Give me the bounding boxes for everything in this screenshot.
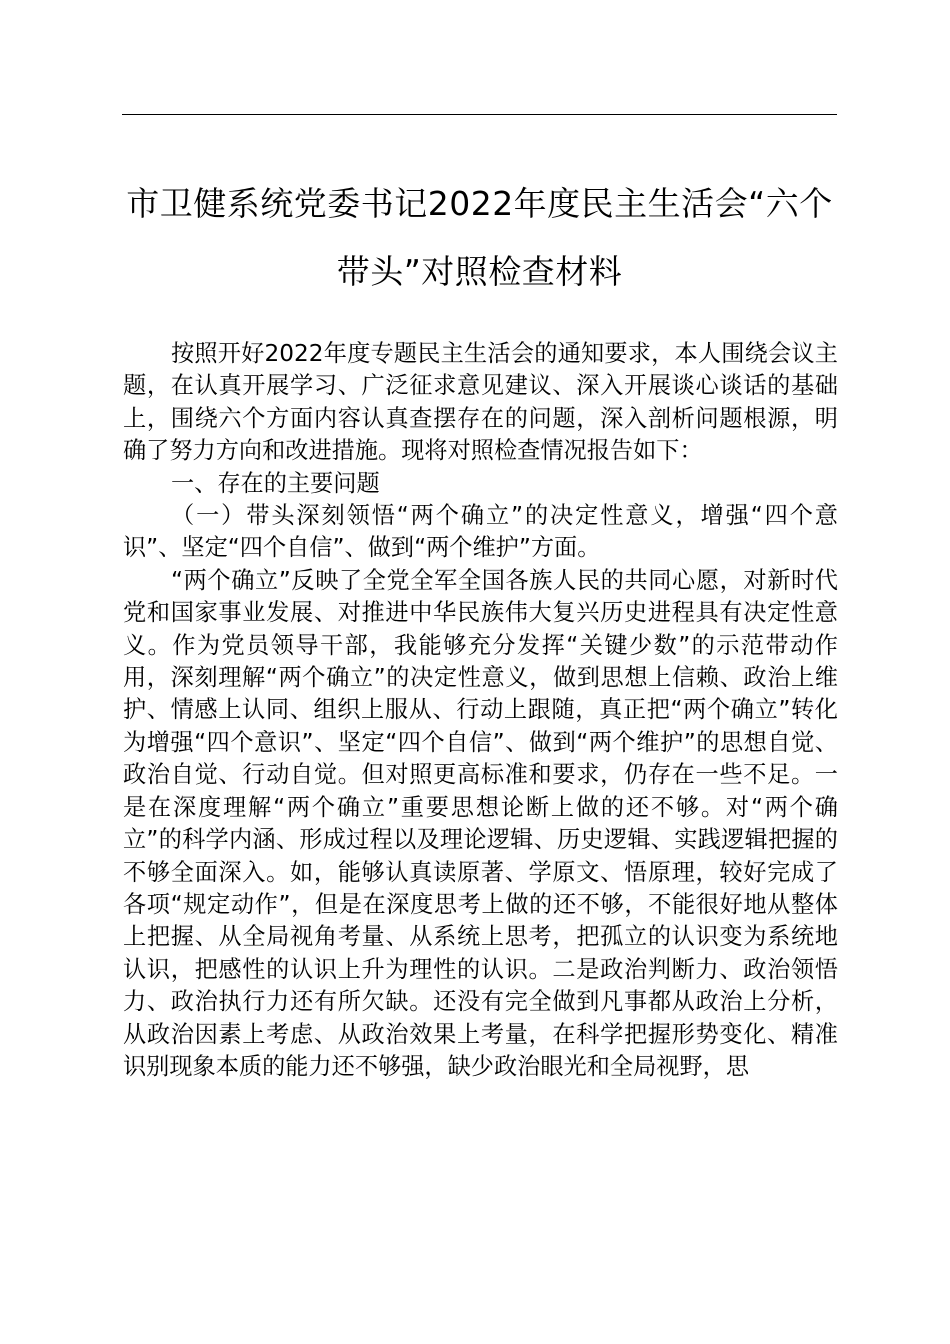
- subsection-heading: （一）带头深刻领悟“两个确立”的决定性意义，增强“四个意识”、坚定“四个自信”、做到“两个维护”方面。: [123, 502, 838, 562]
- section-heading: 一、存在的主要问题: [171, 469, 380, 497]
- intro-paragraph: 按照开好2022年度专题民主生活会的通知要求，本人围绕会议主题，在认真开展学习、广泛征求意见建议、深入开展谈心谈话的基础上，围绕六个方面内容认真查摆存在的问题，深入剖析问题根源，明确了努力方向和改进措施。现将对照检查情况报告如下：: [123, 340, 838, 465]
- document-body: [123, 338, 838, 1083]
- document-title: 市卫健系统党委书记2022年度民主生活会“六个带头”对照检查材料: [126, 184, 833, 291]
- header-rule: [122, 114, 837, 115]
- body-paragraph: “两个确立”反映了全党全军全国各族人民的共同心愿，对新时代党和国家事业发展、对推进中华民族伟大复兴历史进程具有决定性意义。作为党员领导干部，我能够充分发挥“关键少数”的示范带动作用，深刻理解“两个确立”的决定性意义，做到思想上信赖、政治上维护、情感上认同、组织上服从、行动上跟随，真正把“两个确立”转化为增强“四个意识”、坚定“四个自信”、做到“两个维护”的思想自觉、政治自觉、行动自觉。但对照更高标准和要求，仍存在一些不足。一是在深度理解“两个确立”重要思想论断上做的还不够。对“两个确立”的科学内涵、形成过程以及理论逻辑、历史逻辑、实践逻辑把握的不够全面深入。如，能够认真读原著、学原文、悟原理，较好完成了各项“规定动作”，但是在深度思考上做的还不够，不能很好地从整体上把握、从全局视角考量、从系统上思考，把孤立的认识变为系统地认识，把感性的认识上升为理性的认识。二是政治判断力、政治领悟力、政治执行力还有所欠缺。还没有完全做到凡事都从政治上分析，从政治因素上考虑、从政治效果上考量，在科学把握形势变化、精准识别现象本质的能力还不够强，缺少政治眼光和全局视野，思: [123, 566, 838, 1080]
